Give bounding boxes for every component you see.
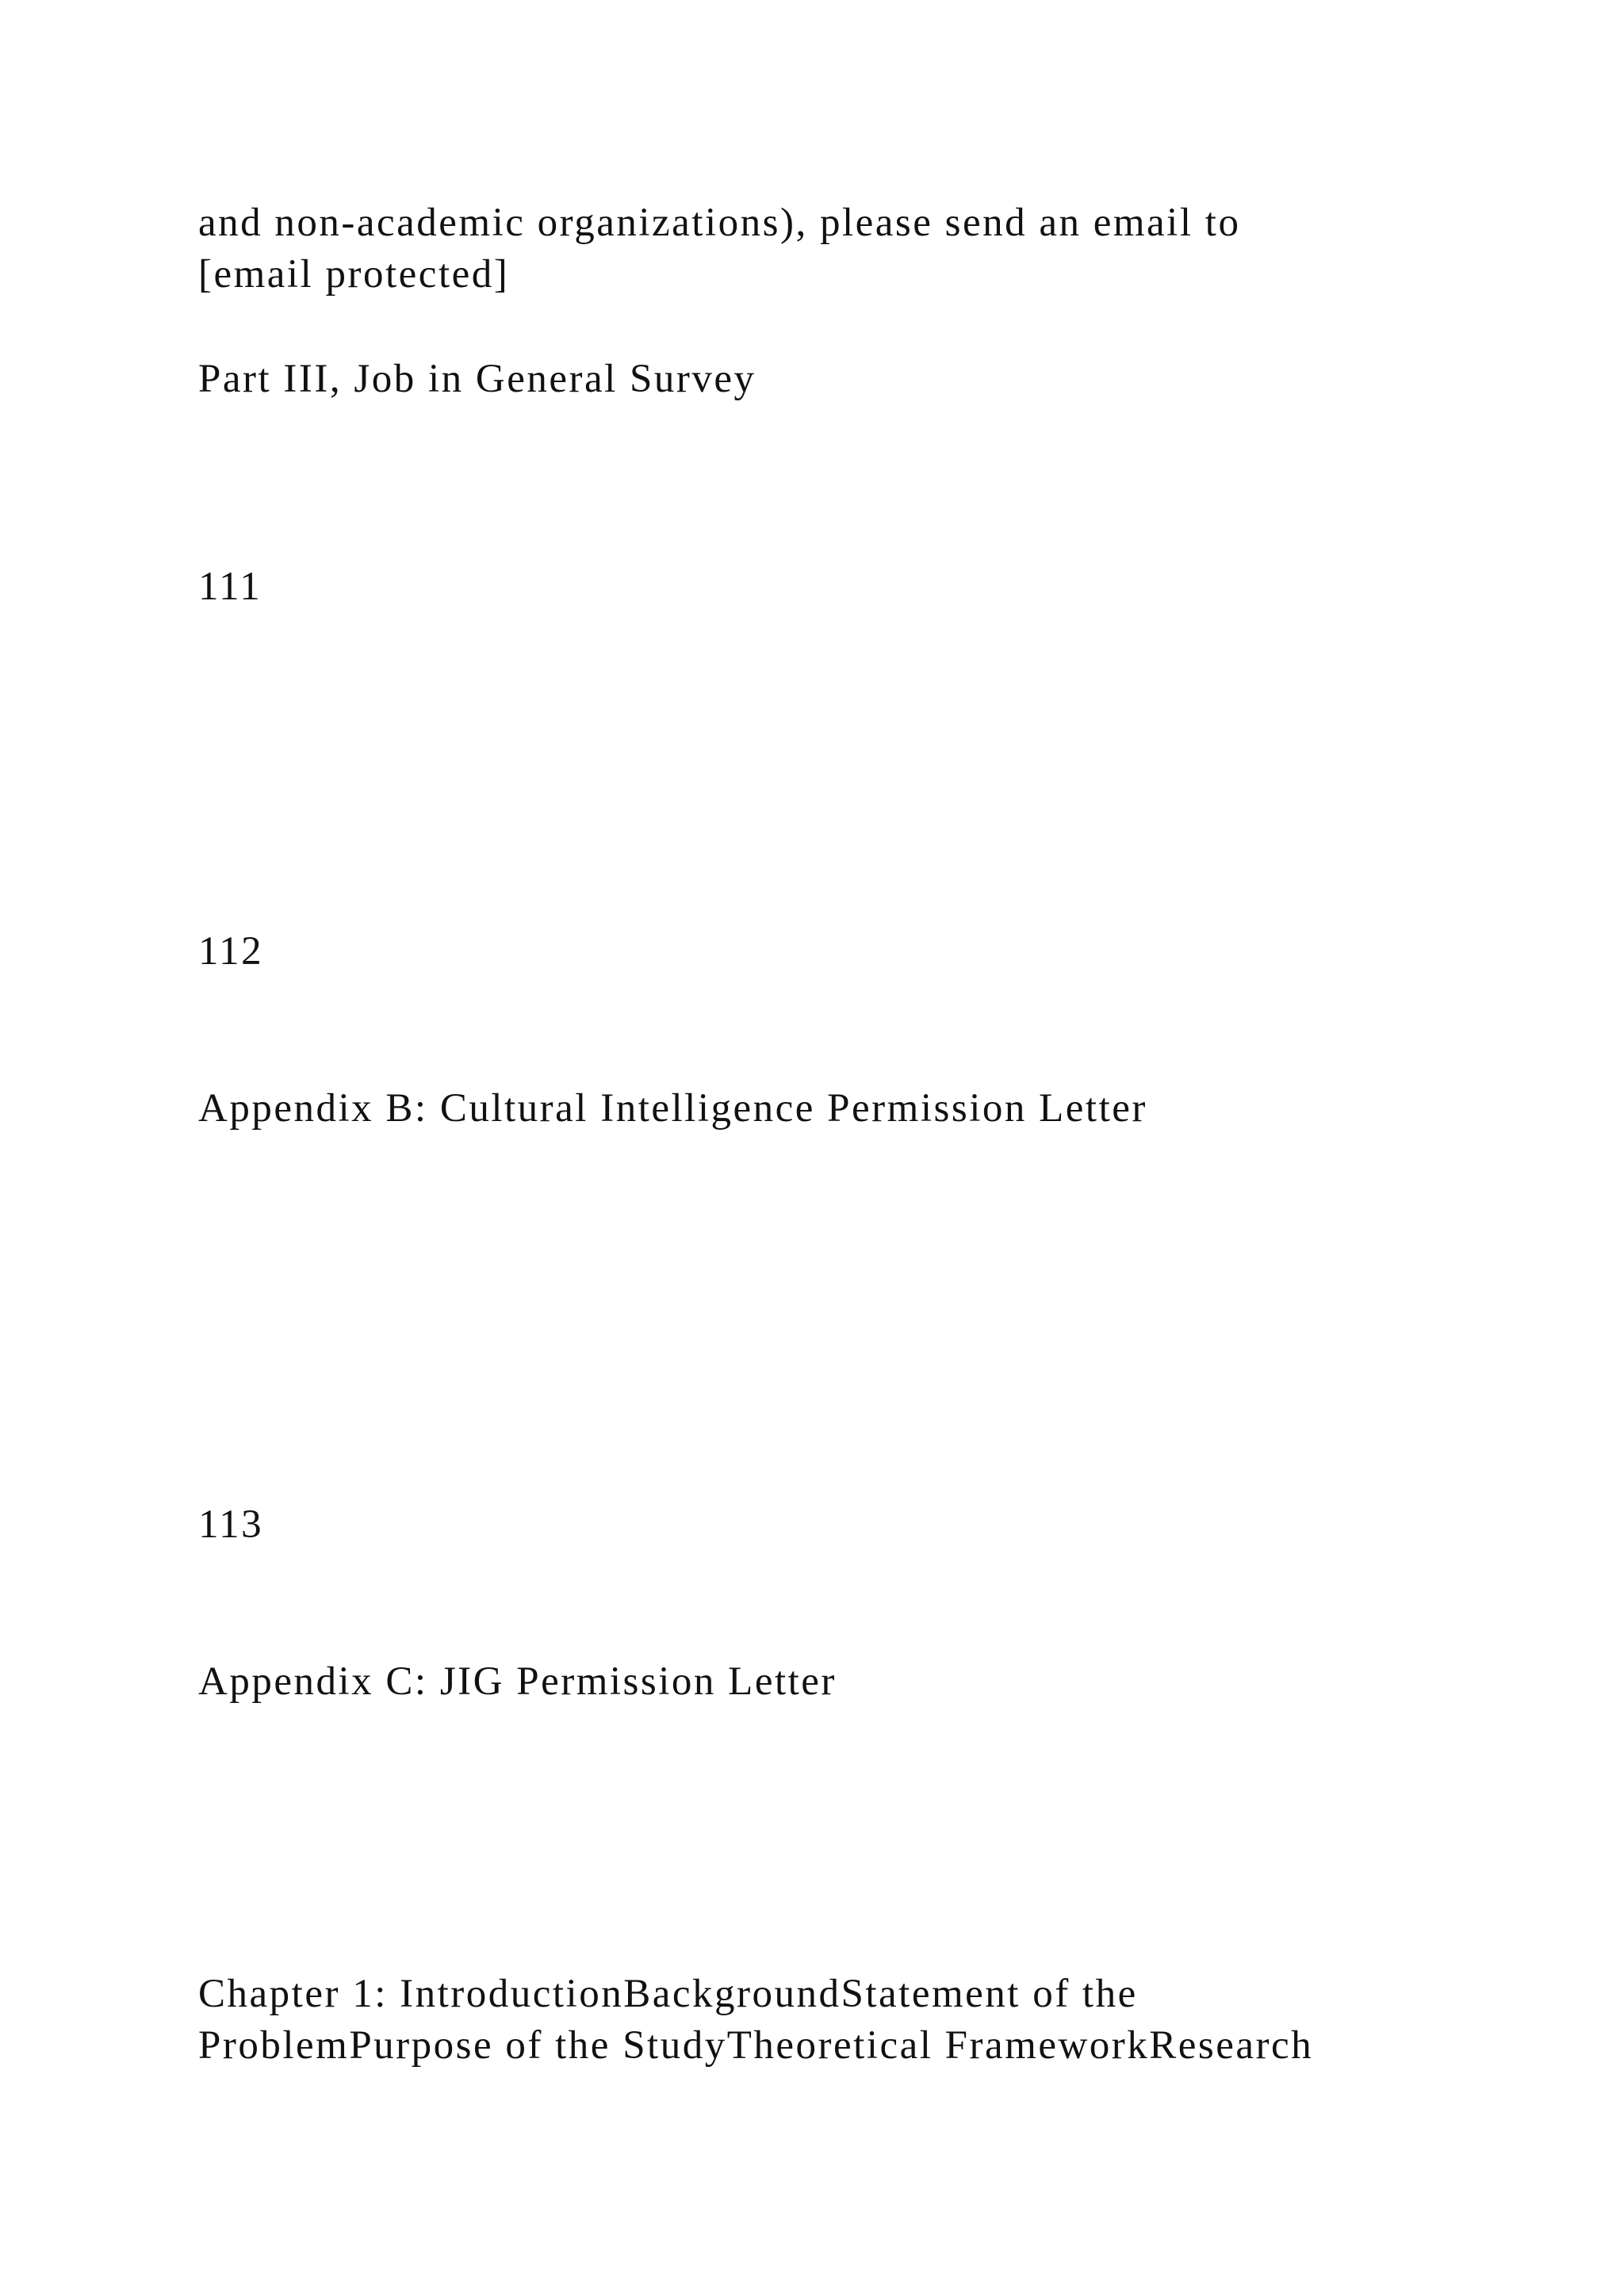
appendix-heading: Appendix B: Cultural Intelligence Permission Letter [198, 1086, 1147, 1131]
appendix-heading: Appendix C: JIG Permission Letter [198, 1659, 837, 1704]
chapter-heading-line: Chapter 1: IntroductionBackgroundStatement of the [198, 1972, 1138, 2016]
section-heading: Part III, Job in General Survey [198, 357, 756, 401]
page-number: 113 [198, 1502, 264, 1547]
body-text-line: and non-academic organizations), please send an email to [198, 201, 1241, 245]
page-number: 111 [198, 564, 262, 609]
email-placeholder-text: [email protected] [198, 252, 510, 297]
page-number: 112 [198, 929, 264, 974]
chapter-heading-line: ProblemPurpose of the StudyTheoretical FrameworkResearch [198, 2023, 1314, 2068]
